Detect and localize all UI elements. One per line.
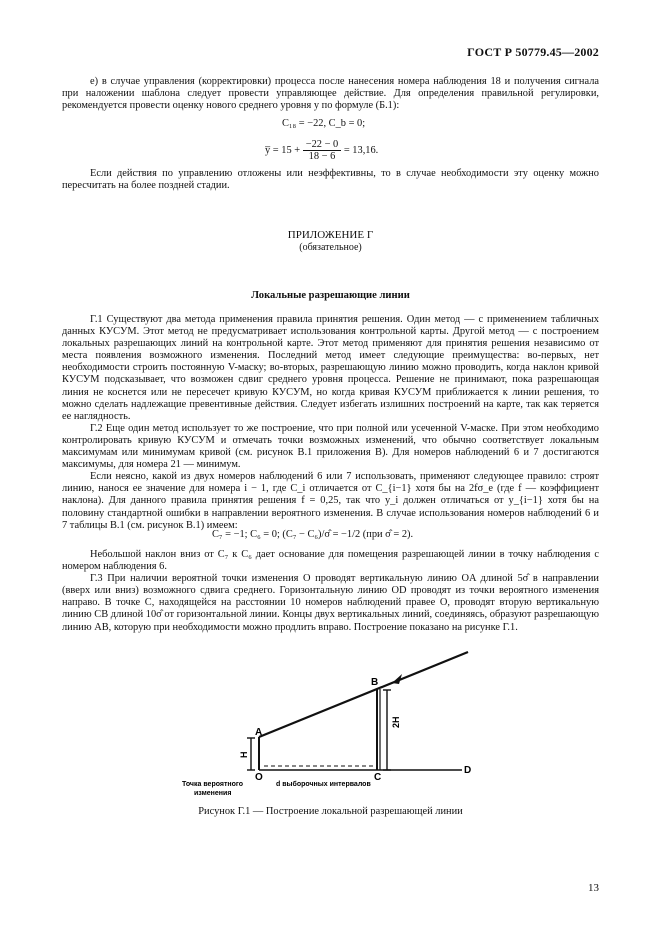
- formula-ybar-rhs: = 13,16.: [343, 144, 379, 156]
- paragraph-g2: Г.2 Еще один метод использует то же построение, что при полной или усеченной V-маске. При этом необходимо контролировать кривую КУСУМ и отмечать точки возможных изменений, что обычно соответствует локальным максимумам или минимумам кривой (см. рисунок В.1 приложения В). Для номеров наблюдений 6 и 7 достигаются максимумы, для номера 21 — минимум.: [62, 422, 599, 471]
- label-o: O: [255, 772, 263, 783]
- paragraph-small-slope: Небольшой наклон вниз от C₇ к C₆ дает основание для помещения разрешающей линии в точку наблюдения с номером наблюдения 6.: [62, 549, 599, 573]
- paragraph-e: [62, 76, 599, 112]
- paragraph-rule: Если неясно, какой из двух номеров наблюдений 6 или 7 использовать, применяют следующее правило: строят линию, нанося ее значение для номера i − 1, где C_i отличается от C_{i−1} хотя бы на 2fσ_e (где f — коэффициент наклона). Для данного правила принятия решения f = 0,25, так что y_i должен отличаться от y_{i−1} хотя бы на половину стандартной ошибки в направлении вероятного изменения. В случае использования номеров наблюдений 6 и 7 таблицы В.1 (см. рисунок В.1) имеем:: [62, 471, 599, 531]
- page-number: 13: [588, 882, 599, 894]
- label-a: A: [255, 727, 263, 738]
- paragraph-after-formula: [62, 168, 599, 192]
- section-body: [62, 314, 599, 532]
- figure-caption: Рисунок Г.1 — Построение локальной разрешающей линии: [198, 806, 463, 817]
- paragraph-g3: Г.3 При наличии вероятной точки изменения O проводят вертикальную линию OA длиной 5σ̂ в направлении (вверх или вниз) возможного сдвига среднего. Горизонтальную линию OD проводят из точки вероятного изменения направо. В точке C, находящейся на расстоянии 10 номеров наблюдений правее O, проводят вторую вертикальную линию CB длиной 10σ̂ от горизонтальной линии. Концы двух вертикальных линий, соединяясь, образуют разрешающую линию AB, которую при необходимости можно продлить вправо. Построение показано на рисунке Г.1.: [62, 573, 599, 633]
- paragraph-e-text: е) в случае управления (корректировки) процесса после нанесения номера наблюдения 18 и получения сигнала при наложении шаблона следует провести управляющее действие. Для определения правильной регулировки, рекомендуется провести оценку нового среднего уровня y по формуле (Б.1):: [62, 76, 599, 112]
- axis-label-intervals: d выборочных интервалов: [276, 781, 371, 788]
- appendix-subtitle: (обязательное): [299, 242, 362, 253]
- appendix-title: ПРИЛОЖЕНИЕ Г: [287, 229, 374, 241]
- section-body-2: [62, 549, 599, 634]
- label-c: C: [374, 772, 382, 783]
- formula-c7-c6: C₇ = −1; C₆ = 0; (C₇ − C₆)/σ̂ = −1/2 (при σ̂ = 2).: [212, 529, 414, 540]
- formula-ybar-fraction: [303, 139, 342, 162]
- label-b: B: [371, 677, 379, 688]
- formula-ybar-denominator: 18 − 6: [308, 151, 336, 162]
- label-d: D: [464, 765, 472, 776]
- label-h: H: [239, 751, 249, 758]
- label-2h: 2H: [391, 716, 401, 728]
- resolving-line-ab: [259, 652, 468, 737]
- formula-ybar-lhs: y̅ = 15 +: [265, 144, 301, 156]
- document-code-header: ГОСТ Р 50779.45—2002: [467, 45, 599, 59]
- formula-ybar-numerator: −22 − 0: [303, 139, 342, 151]
- axis-label-change-point-line2: изменения: [194, 790, 232, 797]
- figure-decision-line: [180, 648, 480, 803]
- paragraph-g1: Г.1 Существуют два метода применения правила принятия решения. Один метод — с применением табличных данных КУСУМ. Этот метод не предусматривает использования контрольной карты. Другой метод — с построением локальных разрешающих линий на контрольной карте. Этот метод применяют для принятия решения независимо от места появления возможного изменения. Последний метод имеет следующие преимущества: во-первых, нет необходимости строить постоянную V-маску; во-вторых, разрешающую линию можно проводить, когда наклон кривой КУСУМ подсказывает, что возможен сдвиг среднего уровня процесса. Решение не принимают, пока разрешающая линия не коснется или не пересечет кривую КУСУМ, но когда кривая КУСУМ приближается к линии решения, то можно сделать надлежащие превентивные действия. Следует избегать излишних построений на карте, так как теряется ее наглядность.: [62, 314, 599, 422]
- section-heading: Локальные разрешающие линии: [251, 290, 410, 301]
- formula-ybar: [265, 139, 378, 162]
- axis-label-change-point-line1: Точка вероятного: [182, 781, 244, 788]
- paragraph-after-formula-text: Если действия по управлению отложены или неэффективны, то в случае необходимости эту оценку можно пересчитать на более поздней стадии.: [62, 168, 599, 192]
- arrow-head-icon: [392, 674, 402, 684]
- formula-c18: C₁₈ = −22, C_b = 0;: [282, 118, 366, 129]
